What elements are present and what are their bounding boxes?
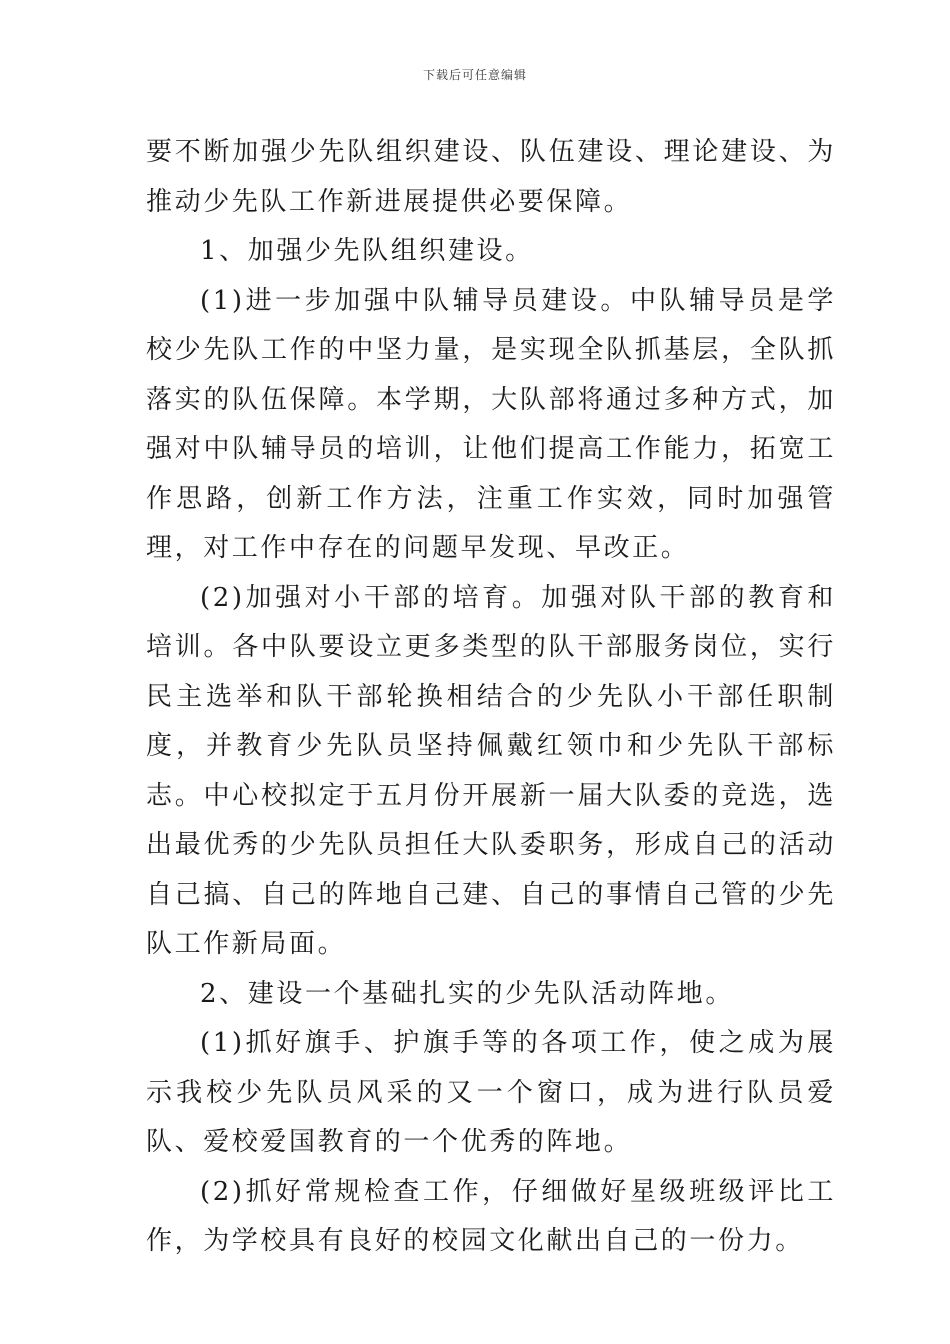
paragraph-1-1: (1)进一步加强中队辅导员建设。中队辅导员是学校少先队工作的中坚力量，是实现全队抓基层，全队抓落实的队伍保障。本学期，大队部将通过多种方式，加强对中队辅导员的培训，让他们提高工作能力，拓宽工作思路，创新工作方法，注重工作实效，同时加强管理，对工作中存在的问题早发现、早改正。	[146, 285, 836, 563]
paragraph-1-2: (2)加强对小干部的培育。加强对队干部的教育和培训。各中队要设立更多类型的队干部服务岗位，实行民主选举和队干部轮换相结合的少先队小干部任职制度，并教育少先队员坚持佩戴红领巾和少先队干部标志。中心校拟定于五月份开展新一届大队委的竞选，选出最优秀的少先队员担任大队委职务，形成自己的活动自己搞、自己的阵地自己建、自己的事情自己管的少先队工作新局面。	[146, 582, 836, 959]
section-heading-2: 2、建设一个基础扎实的少先队活动阵地。	[200, 978, 734, 1009]
header-note: 下载后可任意编辑	[422, 68, 527, 82]
paragraph-2-2: (2)抓好常规检查工作，仔细做好星级班级评比工作，为学校具有良好的校园文化献出自己的一份力。	[146, 1176, 836, 1256]
section-heading-1: 1、加强少先队组织建设。	[200, 236, 534, 266]
paragraph-2-1: (1)抓好旗手、护旗手等的各项工作，使之成为展示我校少先队员风采的又一个窗口，成为进行队员爱队、爱校爱国教育的一个优秀的阵地。	[146, 1028, 836, 1157]
document-body	[146, 128, 836, 1267]
paragraph-intro: 要不断加强少先队组织建设、队伍建设、理论建设、为推动少先队工作新进展提供必要保障。	[146, 137, 836, 217]
